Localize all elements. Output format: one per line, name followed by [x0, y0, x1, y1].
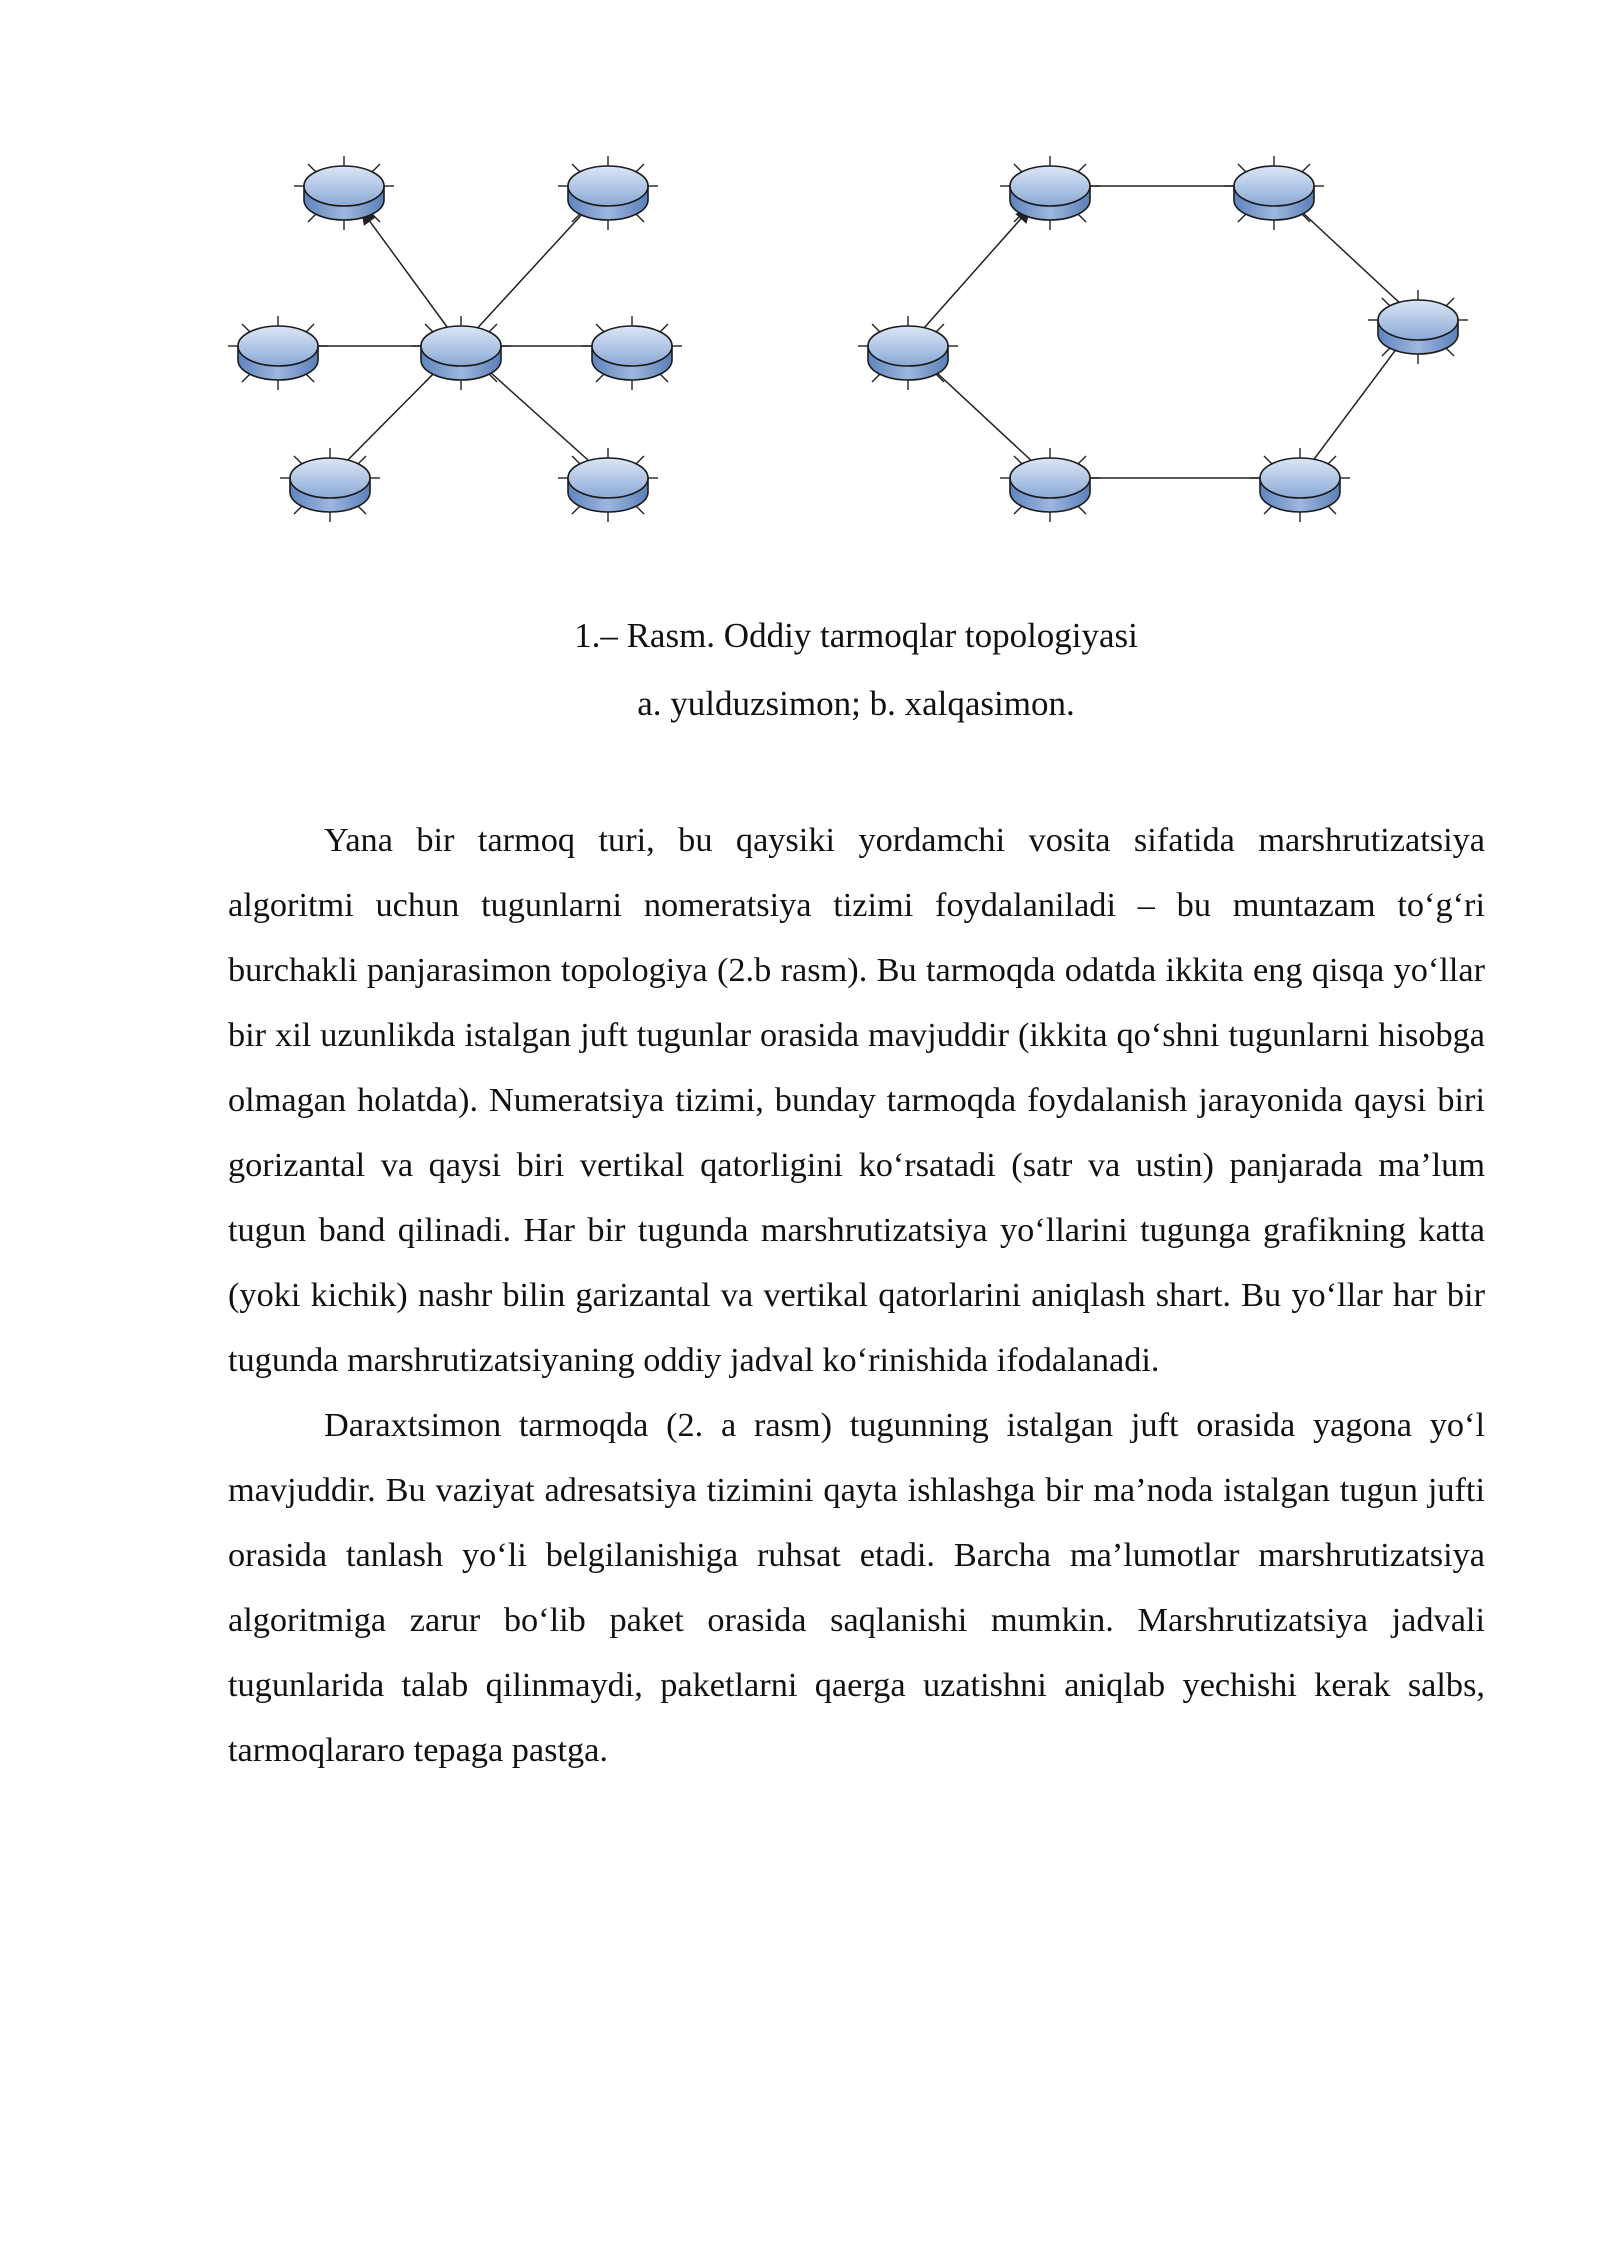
router-top [868, 326, 948, 366]
router-top [592, 326, 672, 366]
figure-caption-title: 1.– Rasm. Oddiy tarmoqlar topologiyasi [574, 616, 1138, 655]
network-topology-figure [0, 0, 1600, 560]
ring-top-left-router-icon [1000, 156, 1100, 230]
router-top [568, 166, 648, 206]
star-center-router-icon [411, 316, 511, 390]
router-top [304, 166, 384, 206]
ring-right-router-icon [1368, 290, 1468, 364]
router-top [1010, 458, 1090, 498]
star-top-right-router-icon [558, 156, 658, 230]
star-right-router-icon [582, 316, 682, 390]
router-top [1260, 458, 1340, 498]
router-top [290, 458, 370, 498]
router-top [238, 326, 318, 366]
network-topology-diagram [0, 0, 1600, 560]
ring-bottom-left-router-icon [1000, 448, 1100, 522]
topology-nodes [228, 156, 1468, 522]
router-top [1010, 166, 1090, 206]
star-left-router-icon [228, 316, 328, 390]
body-text [228, 808, 1485, 1783]
router-top [421, 326, 501, 366]
figure-caption-subtitle: a. yulduzsimon; b. xalqasimon. [637, 684, 1075, 723]
paragraph-grid-topology: Yana bir tarmoq turi, bu qaysiki yordamchi vosita sifatida marshrutizatsiya algoritmi uchun tugunlarni nomeratsiya tizimi foydalaniladi – bu muntazam to‘g‘ri burchakli panjarasimon topologiya (2.b rasm). Bu tarmoqda odatda ikkita eng qisqa yo‘llar bir xil uzunlikda istalgan juft tugunlar orasida mavjuddir (ikkita qo‘shni tugunlarni hisobga olmagan holatda). Numeratsiya tizimi, bunday tarmoqda foydalanish jarayonida qaysi biri gorizantal va qaysi biri vertikal qatorligini ko‘rsatadi (satr va ustin) panjarada ma’lum tugun band qilinadi. Har bir tugunda marshrutizatsiya yo‘llarini tugunga grafikning katta (yoki kichik) nashr bilin garizantal va vertikal qatorlarini aniqlash shart. Bu yo‘llar har bir tugunda marshrutizatsiyaning oddiy jadval ko‘rinishida ifodalanadi. [228, 821, 1485, 1379]
star-top-left-router-icon [294, 156, 394, 230]
router-top [1378, 300, 1458, 340]
router-top [568, 458, 648, 498]
ring-bottom-right-router-icon [1250, 448, 1350, 522]
star-bottom-right-router-icon [558, 448, 658, 522]
paragraph-tree-topology: Daraxtsimon tarmoqda (2. a rasm) tugunning istalgan juft orasida yagona yo‘l mavjuddir. Bu vaziyat adresatsiya tizimini qayta ishlashga bir ma’noda istalgan tugun jufti orasida tanlash yo‘li belgilanishiga ruhsat etadi. Barcha ma’lumotlar marshrutizatsiya algoritmiga zarur bo‘lib paket orasida saqlanishi mumkin. Marshrutizatsiya jadvali tugunlarida talab qilinmaydi, paketlarni qaerga uzatishni aniqlab yechishi kerak salbs, tarmoqlararo tepaga pastga. [228, 1406, 1485, 1769]
star-link-center-top-left [363, 212, 461, 346]
router-top [1234, 166, 1314, 206]
ring-link-left-top-left [908, 210, 1029, 346]
star-bottom-left-router-icon [280, 448, 380, 522]
